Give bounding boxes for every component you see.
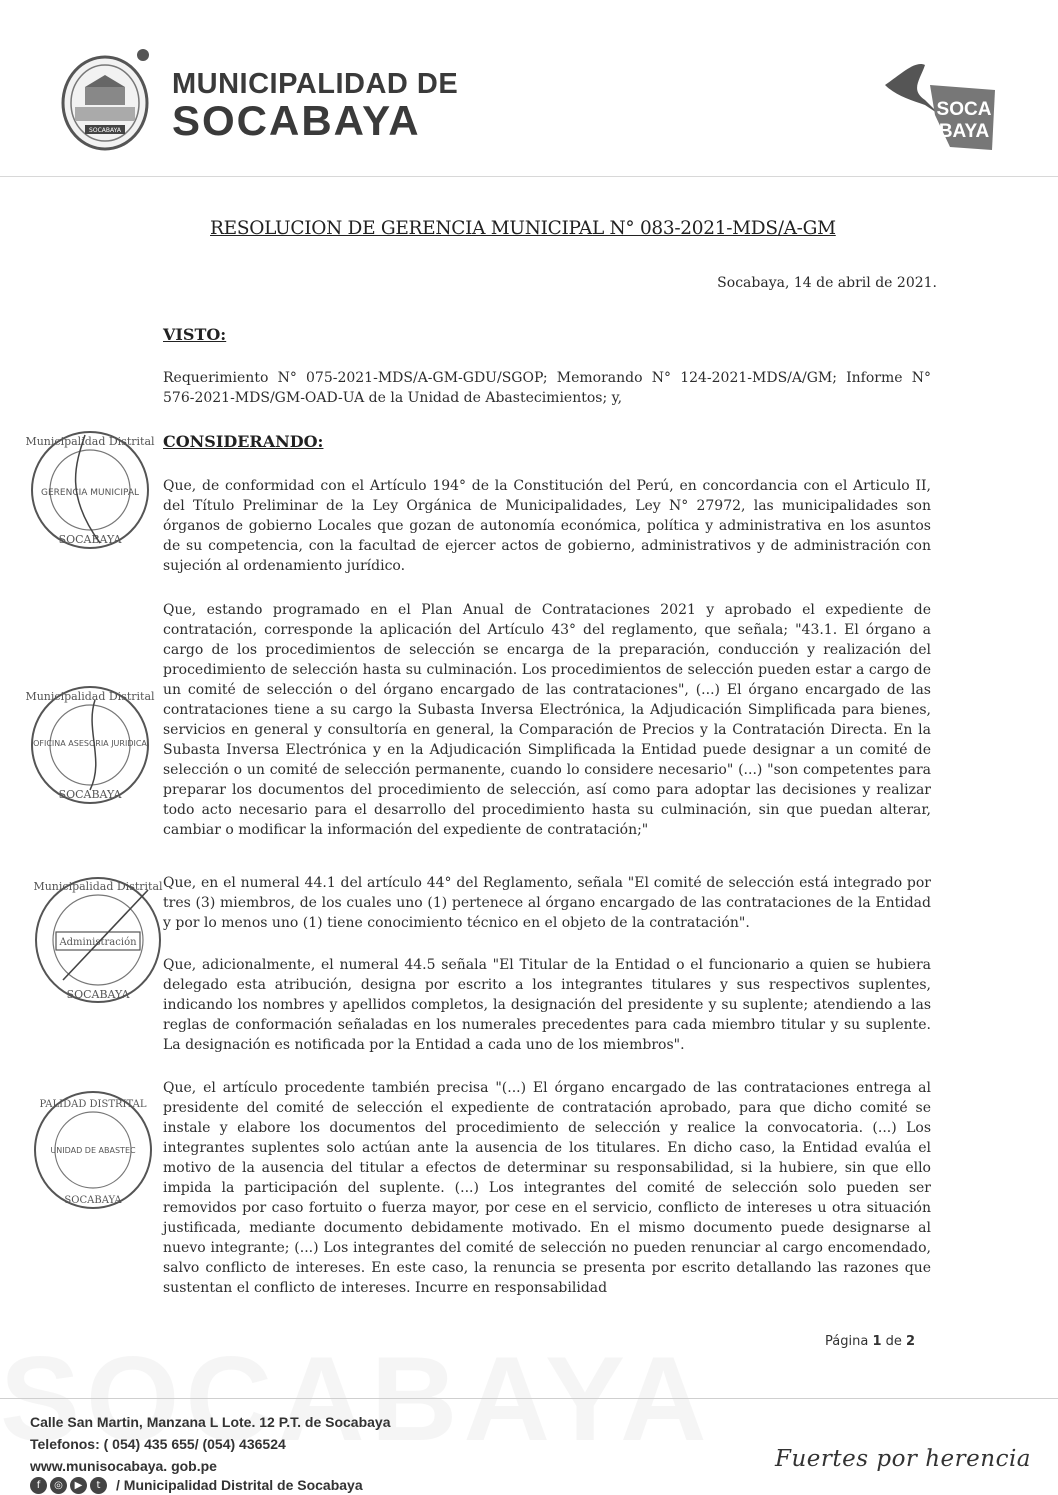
header-line1: MUNICIPALIDAD DE bbox=[172, 68, 459, 100]
svg-text:SOCABAYA: SOCABAYA bbox=[66, 988, 130, 1001]
svg-text:UNIDAD DE ABASTEC: UNIDAD DE ABASTEC bbox=[50, 1146, 136, 1155]
visto-heading: VISTO: bbox=[163, 325, 227, 344]
municipal-logo bbox=[55, 45, 155, 155]
svg-text:Municipalidad Distrital: Municipalidad Distrital bbox=[33, 880, 163, 893]
instagram-icon[interactable]: ◎ bbox=[50, 1477, 67, 1494]
footer-social bbox=[30, 1476, 363, 1494]
svg-text:SOCABAYA: SOCABAYA bbox=[58, 788, 122, 801]
document-date: Socabaya, 14 de abril de 2021. bbox=[717, 275, 937, 291]
svg-text:GERENCIA MUNICIPAL: GERENCIA MUNICIPAL bbox=[41, 488, 139, 498]
youtube-icon[interactable]: ▶ bbox=[70, 1477, 87, 1494]
footer-social-text: / Municipalidad Distrital de Socabaya bbox=[116, 1477, 363, 1493]
facebook-icon[interactable]: f bbox=[30, 1477, 47, 1494]
municipality-name bbox=[172, 68, 458, 142]
footer-address: Calle San Martin, Manzana L Lote. 12 P.T. de Socabaya bbox=[30, 1414, 391, 1430]
paragraph-1: Que, de conformidad con el Artículo 194° de la Constitución del Perú, en concordancia con el Articulo II, del Título Preliminar de la Ley Orgánica de Municipalidades, Ley N° 27972, las municipalidades son órganos de gobierno Locales que gozan de autonomía económica, política y administrativa en los asuntos de su competencia, con la facultad de ejercer actos de gobierno, administrativos y de administración con sujeción al ordenamiento jurídico. bbox=[163, 478, 931, 574]
page-current: 1 bbox=[872, 1334, 882, 1349]
considerando-heading: CONSIDERANDO: bbox=[163, 432, 324, 451]
footer-phones: Telefonos: ( 054) 435 655/ (054) 436524 bbox=[30, 1436, 286, 1452]
svg-text:OFICINA ASESORIA JURIDICA: OFICINA ASESORIA JURIDICA bbox=[33, 739, 147, 748]
brand-logo bbox=[880, 55, 1005, 155]
page-number-middle: de bbox=[881, 1334, 906, 1349]
svg-text:SOCABAYA: SOCABAYA bbox=[64, 1195, 122, 1206]
stamp-gerencia-municipal bbox=[25, 425, 155, 555]
stamp-administracion bbox=[28, 870, 168, 1010]
footer-divider bbox=[0, 1398, 1058, 1399]
page-number-prefix: Página bbox=[825, 1334, 873, 1349]
paragraph-2: Que, estando programado en el Plan Anual de Contrataciones 2021 y aprobado el expediente de contratación, corresponde la aplicación del Artículo 43° del reglamento, que señala; "43.1. El órgano a cargo de los procedimientos de selección se encarga de la preparación, conducción y realización del procedimiento de selección hasta su culminación. Los procedimientos de selección pueden estar a cargo de un comité de selección o del órgano encargado de las contrataciones", (...) El órgano encargado de las contrataciones tiene a su cargo la Subasta Inversa Electrónica, la Adjudicación Simplificada para bienes, servicios en general y consultoría en general, la Comparación de Precios y la Contratación Directa. En la Subasta Inversa Electrónica y en la Adjudicación Simplificada la Entidad puede designar a un comité de selección o un comité de selección permanente, cuando lo considere necesario" (...) "son competentes para preparar los documentos del procedimiento de selección, así como para adoptar las decisiones y realizar todo acto necesario para el desarrollo del procedimiento hasta su culminación, sin que puedan alterar, cambiar o modificar la información del expediente de contratación;" bbox=[163, 602, 931, 838]
header-line2: SOCABAYA bbox=[172, 97, 421, 144]
svg-text:SOCA: SOCA bbox=[936, 99, 992, 120]
footer-website[interactable]: www.munisocabaya. gob.pe bbox=[30, 1458, 217, 1474]
footer-slogan: Fuertes por herencia bbox=[775, 1446, 1032, 1472]
twitter-icon[interactable]: t bbox=[90, 1477, 107, 1494]
visto-text: Requerimiento N° 075-2021-MDS/A-GM-GDU/SGOP; Memorando N° 124-2021-MDS/A/GM; Informe N° 576-2021-MDS/GM-OAD-UA de la Unidad de Abastecimientos; y, bbox=[163, 370, 931, 406]
page-number bbox=[825, 1334, 915, 1349]
paragraph-4: Que, adicionalmente, el numeral 44.5 señala "El Titular de la Entidad o el funcionario a quien se hubiera delegado esta atribución, designa por escrito a los integrantes titulares y sus respectivos suplentes, indicando los nombres y apellidos completos, la designación del presidente y su suplente; atendiendo a las reglas de conformación señaladas en los numerales precedentes para cada miembro titular y su suplente. La designación es notificada por la Entidad a cada uno de los miembros". bbox=[163, 957, 931, 1053]
header-divider bbox=[0, 176, 1058, 177]
page-total: 2 bbox=[906, 1334, 916, 1349]
document-title: RESOLUCION DE GERENCIA MUNICIPAL N° 083-2021-MDS/A-GM bbox=[210, 218, 836, 239]
svg-text:BAYA: BAYA bbox=[938, 121, 990, 142]
svg-text:SOCABAYA: SOCABAYA bbox=[89, 127, 121, 134]
svg-text:Municipalidad Distrital: Municipalidad Distrital bbox=[25, 435, 155, 448]
svg-text:Administración: Administración bbox=[59, 937, 137, 948]
svg-text:PALIDAD DISTRITAL: PALIDAD DISTRITAL bbox=[39, 1099, 147, 1110]
svg-text:SOCABAYA: SOCABAYA bbox=[58, 533, 122, 546]
svg-text:Municipalidad Distrital: Municipalidad Distrital bbox=[25, 690, 155, 703]
paragraph-3: Que, en el numeral 44.1 del artículo 44° del Reglamento, señala "El comité de selección está integrado por tres (3) miembros, de los cuales uno (1) pertenece al órgano encargado de las contrataciones de la Entidad y por lo menos uno (1) tiene conocimiento técnico en el objeto de la contratación". bbox=[163, 875, 931, 931]
stamp-unidad-abastecimientos bbox=[28, 1085, 158, 1215]
paragraph-5: Que, el artículo procedente también precisa "(...) El órgano encargado de las contrataciones entrega al presidente del comité de selección el expediente de contratación aprobado, para que dicho comité se instale y elabore los documentos del procedimiento de selección y realice la convocatoria. (...) Los integrantes suplentes solo actúan ante la ausencia de los titulares. En dicho caso, la Entidad evalúa el motivo de la ausencia del titular a efectos de determinar su responsabilidad, si la hubiere, sin que ello impida la participación del suplente. (...) Los integrantes del comité de selección solo pueden ser removidos por caso fortuito o fuerza mayor, por cese en el servicio, conflicto de intereses u otra situación justificada, mediante documento debidamente motivado. En el mismo documento puede designarse al nuevo integrante; (...) Los integrantes del comité de selección no pueden renunciar al cargo encomendado, salvo conflicto de intereses. En este caso, la renuncia se presenta por escrito detallando las razones que sustentan el conflicto de intereses. Incurre en responsabilidad bbox=[163, 1080, 931, 1296]
stamp-asesoria-juridica bbox=[25, 680, 155, 810]
